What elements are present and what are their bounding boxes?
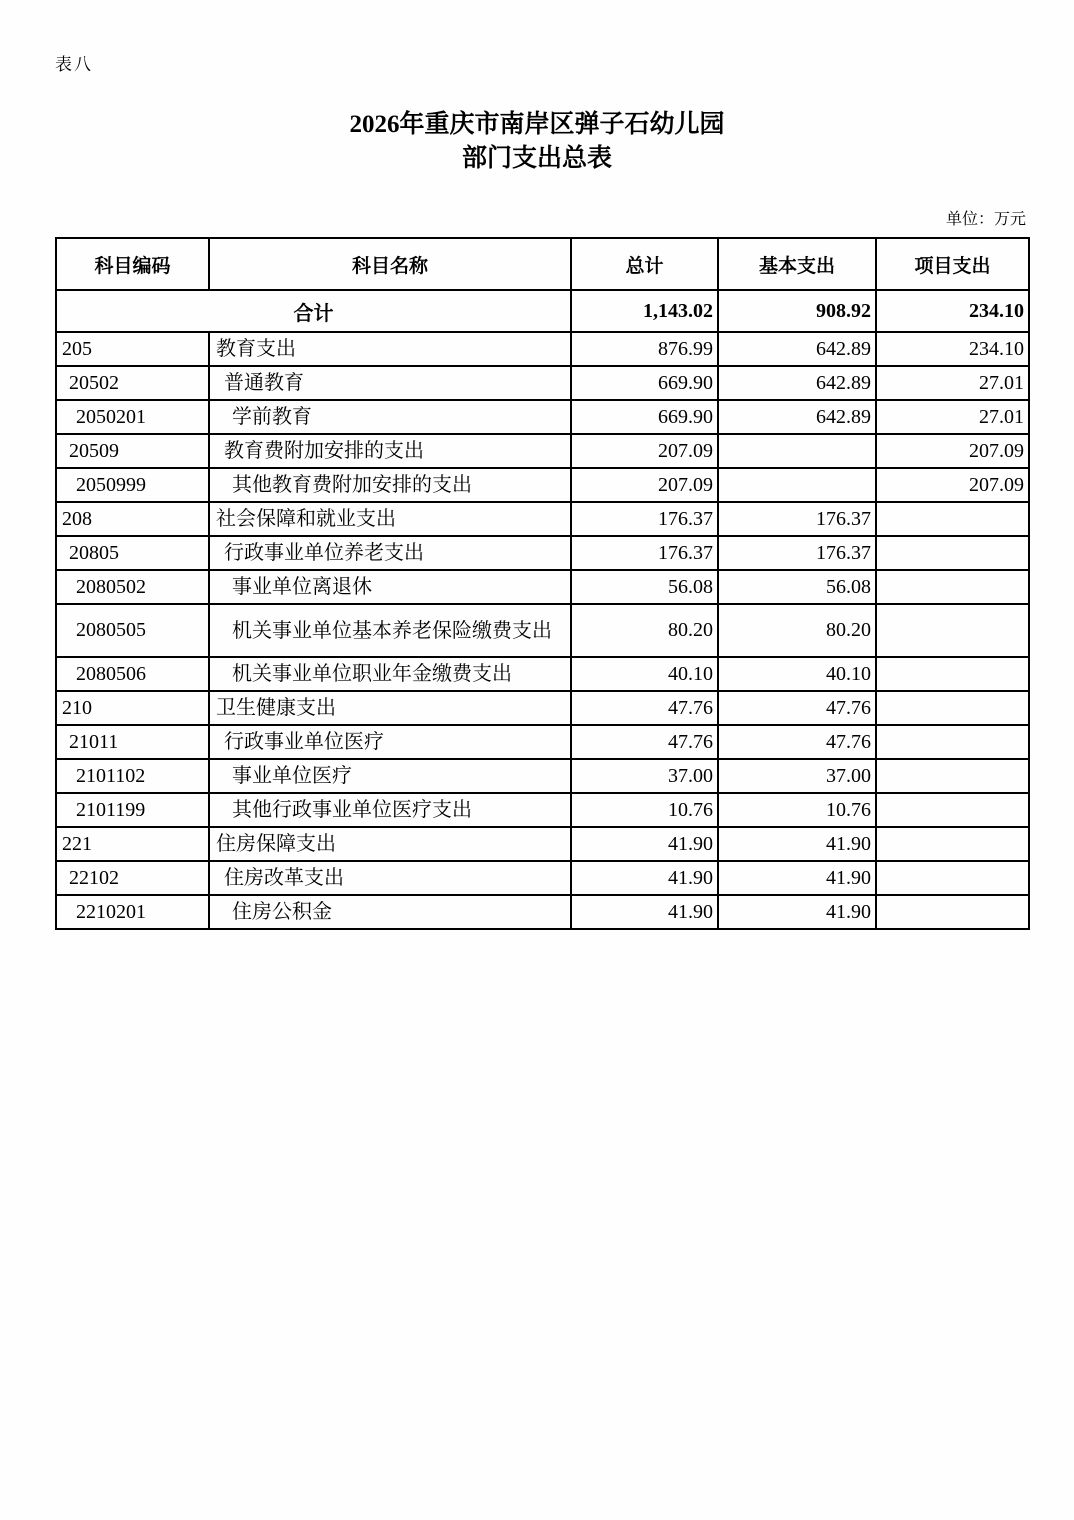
subject-code: 2080502 (56, 570, 209, 604)
header-total: 总计 (571, 238, 718, 290)
basic-value: 642.89 (718, 332, 876, 366)
subject-name: 社会保障和就业支出 (209, 502, 571, 536)
subject-code: 2050999 (56, 468, 209, 502)
basic-value: 40.10 (718, 657, 876, 691)
total-value: 669.90 (571, 366, 718, 400)
project-value: 234.10 (876, 332, 1029, 366)
table-row (56, 657, 1029, 691)
table-row (56, 604, 1029, 657)
subject-name: 其他行政事业单位医疗支出 (209, 793, 571, 827)
total-value: 56.08 (571, 570, 718, 604)
table-row (56, 366, 1029, 400)
grand-total-row (56, 290, 1029, 332)
grand-project-value: 234.10 (876, 290, 1029, 332)
subject-name: 住房改革支出 (209, 861, 571, 895)
subject-code: 20805 (56, 536, 209, 570)
project-value (876, 657, 1029, 691)
total-value: 41.90 (571, 827, 718, 861)
subject-code: 205 (56, 332, 209, 366)
project-value (876, 895, 1029, 929)
subject-name: 机关事业单位基本养老保险缴费支出 (209, 604, 571, 657)
project-value (876, 793, 1029, 827)
table-row (56, 827, 1029, 861)
table-row (56, 691, 1029, 725)
total-value: 37.00 (571, 759, 718, 793)
table-row (56, 793, 1029, 827)
subject-code: 21011 (56, 725, 209, 759)
total-value: 41.90 (571, 861, 718, 895)
basic-value: 10.76 (718, 793, 876, 827)
project-value: 207.09 (876, 468, 1029, 502)
basic-value: 41.90 (718, 861, 876, 895)
project-value (876, 502, 1029, 536)
table-row (56, 725, 1029, 759)
table-row (56, 434, 1029, 468)
basic-value (718, 468, 876, 502)
basic-value: 37.00 (718, 759, 876, 793)
grand-total-value: 1,143.02 (571, 290, 718, 332)
subject-name: 教育费附加安排的支出 (209, 434, 571, 468)
total-value: 80.20 (571, 604, 718, 657)
project-value (876, 570, 1029, 604)
basic-value: 56.08 (718, 570, 876, 604)
header-subject-name: 科目名称 (209, 238, 571, 290)
subject-name: 事业单位离退休 (209, 570, 571, 604)
subject-name: 行政事业单位医疗 (209, 725, 571, 759)
unit-note: 单位：万元 (945, 211, 1026, 228)
subject-name: 教育支出 (209, 332, 571, 366)
table-body (56, 290, 1029, 929)
total-value: 207.09 (571, 468, 718, 502)
subject-code: 2050201 (56, 400, 209, 434)
header-basic-expense: 基本支出 (718, 238, 876, 290)
subject-name: 住房公积金 (209, 895, 571, 929)
table-row (56, 400, 1029, 434)
total-value: 207.09 (571, 434, 718, 468)
total-value: 40.10 (571, 657, 718, 691)
subject-name: 普通教育 (209, 366, 571, 400)
basic-value: 41.90 (718, 827, 876, 861)
project-value: 27.01 (876, 366, 1029, 400)
subject-name: 其他教育费附加安排的支出 (209, 468, 571, 502)
project-value (876, 725, 1029, 759)
subject-code: 22102 (56, 861, 209, 895)
table-row (56, 895, 1029, 929)
total-value: 669.90 (571, 400, 718, 434)
grand-total-label: 合计 (56, 290, 571, 332)
subject-name: 学前教育 (209, 400, 571, 434)
basic-value (718, 434, 876, 468)
basic-value: 80.20 (718, 604, 876, 657)
table-row (56, 468, 1029, 502)
header-subject-code: 科目编码 (56, 238, 209, 290)
project-value (876, 691, 1029, 725)
table-row (56, 332, 1029, 366)
subject-name: 机关事业单位职业年金缴费支出 (209, 657, 571, 691)
page-title (0, 108, 1074, 176)
page-title-line1: 2026年重庆市南岸区弹子石幼儿园 (349, 111, 725, 138)
subject-code: 2101102 (56, 759, 209, 793)
total-value: 176.37 (571, 536, 718, 570)
table-index-label: 表八 (55, 55, 93, 74)
basic-value: 176.37 (718, 502, 876, 536)
subject-code: 2080506 (56, 657, 209, 691)
subject-code: 20509 (56, 434, 209, 468)
total-value: 876.99 (571, 332, 718, 366)
subject-code: 2210201 (56, 895, 209, 929)
table-row (56, 536, 1029, 570)
total-value: 47.76 (571, 725, 718, 759)
page-title-line2: 部门支出总表 (461, 145, 612, 172)
project-value: 207.09 (876, 434, 1029, 468)
basic-value: 642.89 (718, 400, 876, 434)
basic-value: 176.37 (718, 536, 876, 570)
project-value: 27.01 (876, 400, 1029, 434)
table-row (56, 502, 1029, 536)
total-value: 47.76 (571, 691, 718, 725)
project-value (876, 604, 1029, 657)
grand-basic-value: 908.92 (718, 290, 876, 332)
table-row (56, 861, 1029, 895)
subject-name: 卫生健康支出 (209, 691, 571, 725)
subject-name: 行政事业单位养老支出 (209, 536, 571, 570)
subject-name: 事业单位医疗 (209, 759, 571, 793)
subject-code: 208 (56, 502, 209, 536)
project-value (876, 827, 1029, 861)
basic-value: 642.89 (718, 366, 876, 400)
subject-code: 2101199 (56, 793, 209, 827)
basic-value: 47.76 (718, 725, 876, 759)
total-value: 41.90 (571, 895, 718, 929)
project-value (876, 536, 1029, 570)
table-header-row (56, 238, 1029, 290)
project-value (876, 861, 1029, 895)
total-value: 176.37 (571, 502, 718, 536)
subject-name: 住房保障支出 (209, 827, 571, 861)
subject-code: 2080505 (56, 604, 209, 657)
header-project-expense: 项目支出 (876, 238, 1029, 290)
subject-code: 221 (56, 827, 209, 861)
subject-code: 210 (56, 691, 209, 725)
project-value (876, 759, 1029, 793)
table-row (56, 570, 1029, 604)
expenditure-table (55, 237, 1030, 930)
basic-value: 41.90 (718, 895, 876, 929)
total-value: 10.76 (571, 793, 718, 827)
subject-code: 20502 (56, 366, 209, 400)
table-row (56, 759, 1029, 793)
basic-value: 47.76 (718, 691, 876, 725)
